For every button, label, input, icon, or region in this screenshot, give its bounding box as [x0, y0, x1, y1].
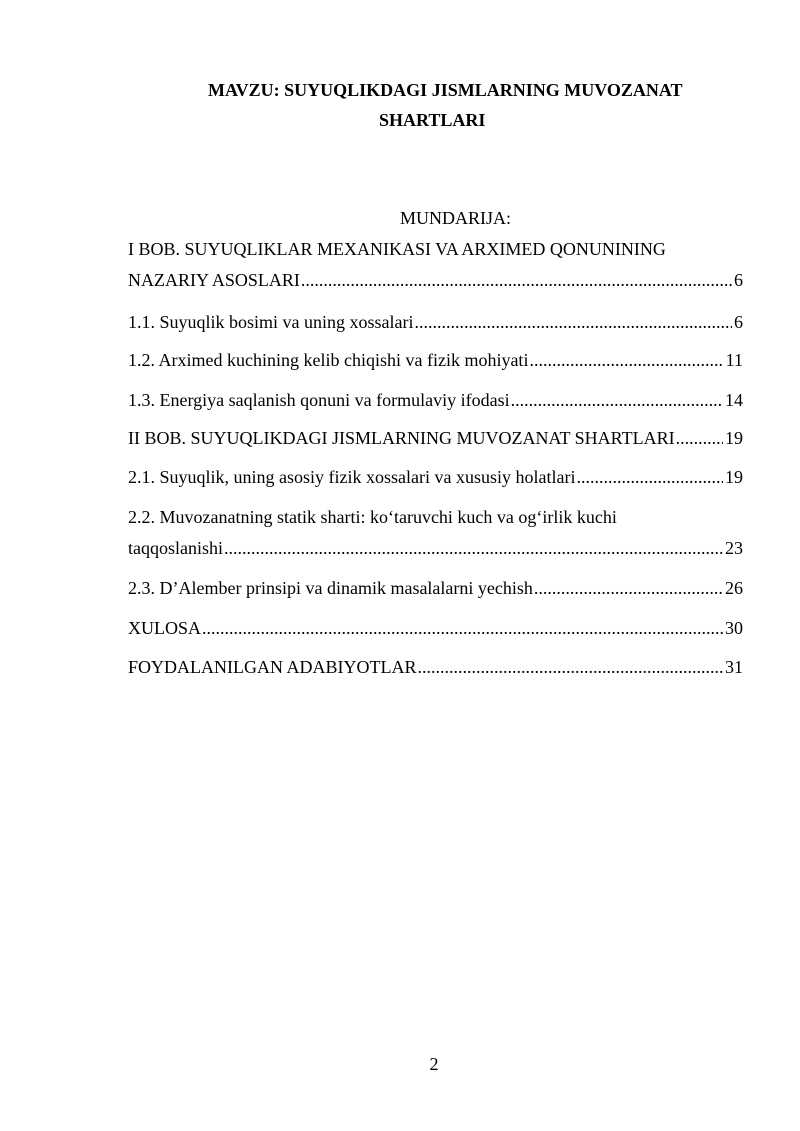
toc-entry-chapter-2 [128, 426, 743, 450]
toc-dot-leader [415, 310, 733, 334]
toc-page-number: 19 [725, 428, 743, 448]
toc-entry-text: 1.3. Energiya saqlanish qonuni va formulaviy ifodasi [128, 390, 510, 410]
toc-dot-leader [676, 426, 723, 450]
toc-entry-1-3 [128, 388, 743, 412]
toc-entry-text: 2.3. D’Alember prinsipi va dinamik masalalarni yechish [128, 578, 533, 598]
toc-page-number: 30 [725, 618, 743, 638]
toc-entry-text-line-1: 2.2. Muvozanatning statik sharti: ko‘taruvchi kuch va og‘irlik kuchi [128, 507, 617, 527]
toc-entry-2-2 [128, 505, 743, 560]
toc-dot-leader [576, 465, 723, 489]
title-line-2: SHARTLARI [379, 110, 486, 130]
toc-page-number: 6 [734, 312, 743, 332]
toc-dot-leader [529, 348, 723, 372]
toc-entry-conclusion [128, 616, 743, 640]
toc-page-number: 6 [734, 270, 743, 290]
toc-dot-leader [224, 536, 723, 560]
toc-entry-references [128, 655, 743, 679]
toc-entry-text: II BOB. SUYUQLIKDAGI JISMLARNING MUVOZANAT SHARTLARI [128, 428, 675, 448]
toc-dot-leader [417, 655, 723, 679]
toc-entry-text: NAZARIY ASOSLARI [128, 270, 300, 290]
toc-page-number: 11 [725, 350, 743, 370]
toc-entry-text-line-1: I BOB. SUYUQLIKLAR MEXANIKASI VA ARXIMED QONUNINING [128, 239, 666, 259]
toc-page-number: 23 [725, 538, 743, 558]
toc-entry-text: 1.2. Arximed kuchining kelib chiqishi va fizik mohiyati [128, 350, 529, 370]
toc-entry-chapter-1 [128, 237, 743, 292]
toc-entry-1-1 [128, 310, 743, 334]
toc-dot-leader [534, 576, 723, 600]
toc-page-number: 26 [725, 578, 743, 598]
toc-page-number: 31 [725, 657, 743, 677]
toc-entry-text: 1.1. Suyuqlik bosimi va uning xossalari [128, 312, 414, 332]
title-line-1: MAVZU: SUYUQLIKDAGI JISMLARNING MUVOZANAT [208, 80, 683, 100]
toc-entry-text: 2.1. Suyuqlik, uning asosiy fizik xossalari va xususiy holatlari [128, 467, 576, 487]
document-title [208, 75, 728, 135]
toc-page-number: 19 [725, 467, 743, 487]
toc-dot-leader [202, 616, 723, 640]
toc-entry-2-1 [128, 465, 743, 489]
toc-entry-text: taqqoslanishi [128, 538, 223, 558]
toc-heading: MUNDARIJA: [400, 208, 512, 228]
toc-entry-2-3 [128, 576, 743, 600]
toc-entry-text: FOYDALANILGAN ADABIYOTLAR [128, 657, 417, 677]
toc-dot-leader [301, 268, 732, 292]
toc-dot-leader [511, 388, 723, 412]
toc-page-number: 14 [725, 390, 743, 410]
toc-entry-1-2 [128, 348, 743, 372]
page-number: 2 [429, 1054, 439, 1074]
toc-entry-text: XULOSA [128, 618, 202, 638]
